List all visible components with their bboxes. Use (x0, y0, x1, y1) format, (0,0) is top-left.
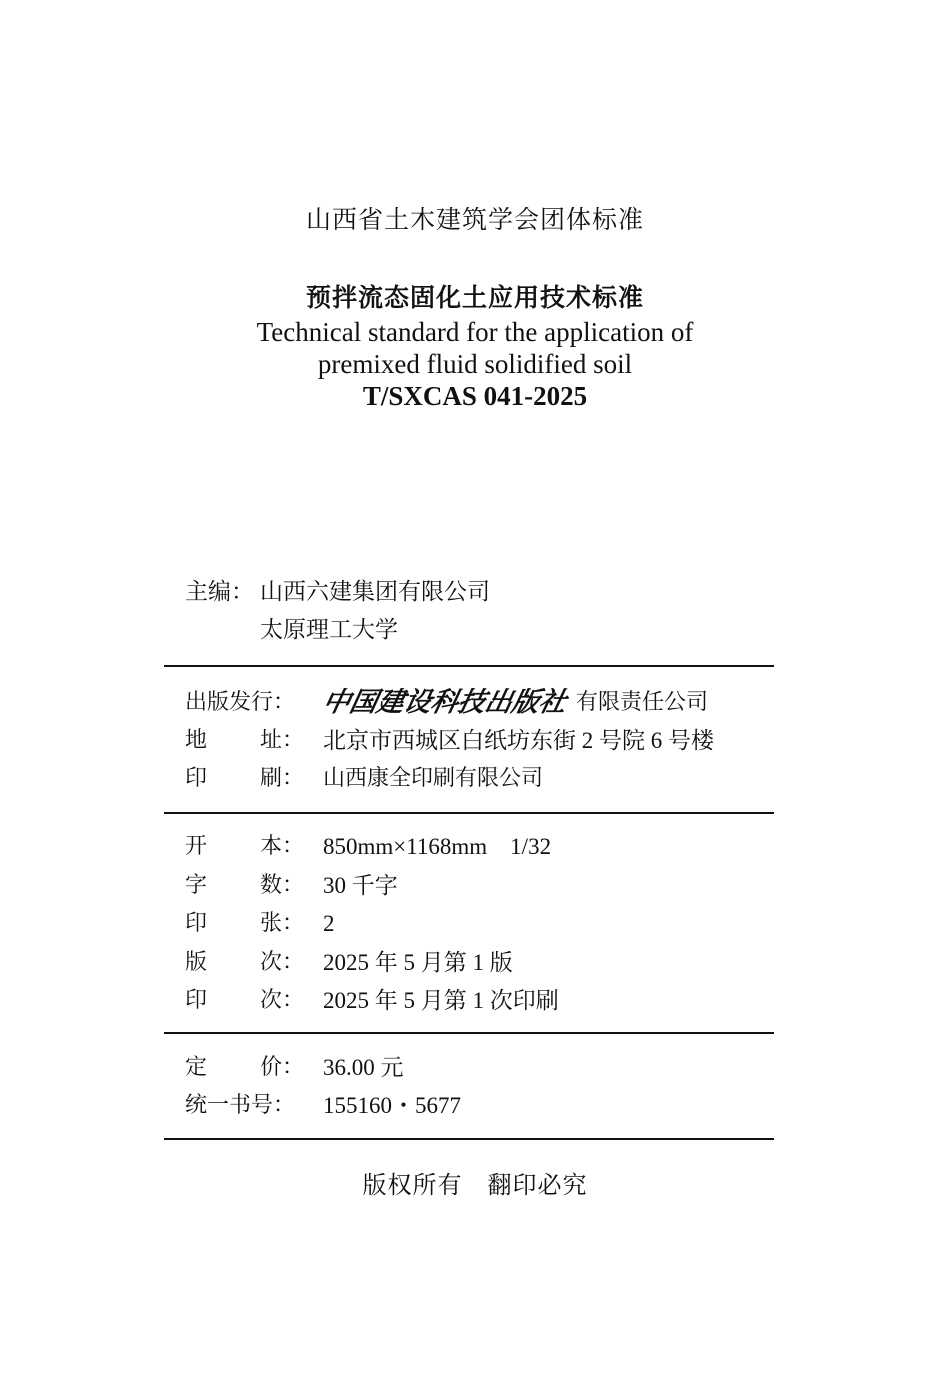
address-label-a: 地 (185, 728, 208, 753)
spec-label-a: 开 (185, 834, 208, 859)
price-block (185, 1049, 775, 1125)
publisher-suffix: 有限责任公司 (576, 690, 709, 715)
spec-label-a: 印 (185, 988, 208, 1013)
price-label-a: 定 (185, 1055, 208, 1080)
address-value: 北京市西城区白纸坊东街 2 号院 6 号楼 (323, 728, 714, 753)
publisher-label: 出版发行： (185, 690, 296, 715)
editors-label: 主编： (185, 579, 254, 605)
price-label-b: 价： (260, 1055, 305, 1080)
standard-number: T/SXCAS 041-2025 (362, 381, 588, 411)
spec-value: 850mm×1168mm 1/32 (323, 834, 552, 859)
printer-row (185, 760, 775, 798)
publisher-row (185, 684, 775, 722)
spec-row (185, 905, 775, 944)
divider-rule (164, 1138, 774, 1140)
printer-value: 山西康全印刷有限公司 (323, 766, 544, 791)
editors-block (185, 573, 490, 649)
title-chinese: 预拌流态固化土应用技术标准 (305, 283, 644, 312)
spec-label-a: 版 (185, 949, 208, 975)
spec-label-b: 张： (260, 911, 305, 936)
publishing-block (185, 684, 775, 798)
spec-label-b: 次： (260, 949, 305, 975)
specs-block (185, 828, 775, 1021)
spec-label-a: 字 (185, 872, 208, 898)
editor-row-2 (185, 611, 490, 649)
isbn-value: 155160・5677 (323, 1093, 461, 1118)
spec-row (185, 982, 775, 1021)
spec-label-b: 次： (260, 988, 305, 1013)
price-value: 36.00 元 (323, 1055, 404, 1080)
publisher-logo: 中国建设科技出版社 (319, 687, 570, 718)
spec-row (185, 828, 775, 867)
organization-line: 山西省土木建筑学会团体标准 (305, 205, 644, 234)
spec-value: 2025 年 5 月第 1 版 (323, 949, 513, 975)
editor-name-2: 太原理工大学 (260, 617, 398, 643)
spec-row (185, 867, 775, 906)
spec-label-a: 印 (185, 911, 208, 936)
spec-value: 30 千字 (323, 872, 398, 898)
printer-label-a: 印 (185, 766, 208, 791)
spec-label-b: 数： (260, 872, 305, 898)
divider-rule (164, 665, 774, 667)
printer-label-b: 刷： (260, 766, 305, 791)
divider-rule (164, 812, 774, 814)
spec-value: 2025 年 5 月第 1 次印刷 (323, 988, 559, 1013)
title-english-line1: Technical standard for the application of (256, 317, 694, 347)
isbn-label: 统一书号： (185, 1093, 296, 1118)
spec-label-b: 本： (260, 834, 305, 859)
spec-value: 2 (323, 911, 335, 936)
editor-name-1: 山西六建集团有限公司 (260, 579, 490, 605)
divider-rule (164, 1032, 774, 1034)
spec-row (185, 944, 775, 983)
editor-row-1 (185, 573, 490, 611)
rights-notice: 版权所有 翻印必究 (362, 1171, 588, 1199)
address-row (185, 722, 775, 760)
address-label-b: 址： (260, 728, 305, 753)
isbn-row (185, 1087, 775, 1125)
price-row (185, 1049, 775, 1087)
title-english-line2: premixed fluid solidified soil (317, 349, 633, 379)
